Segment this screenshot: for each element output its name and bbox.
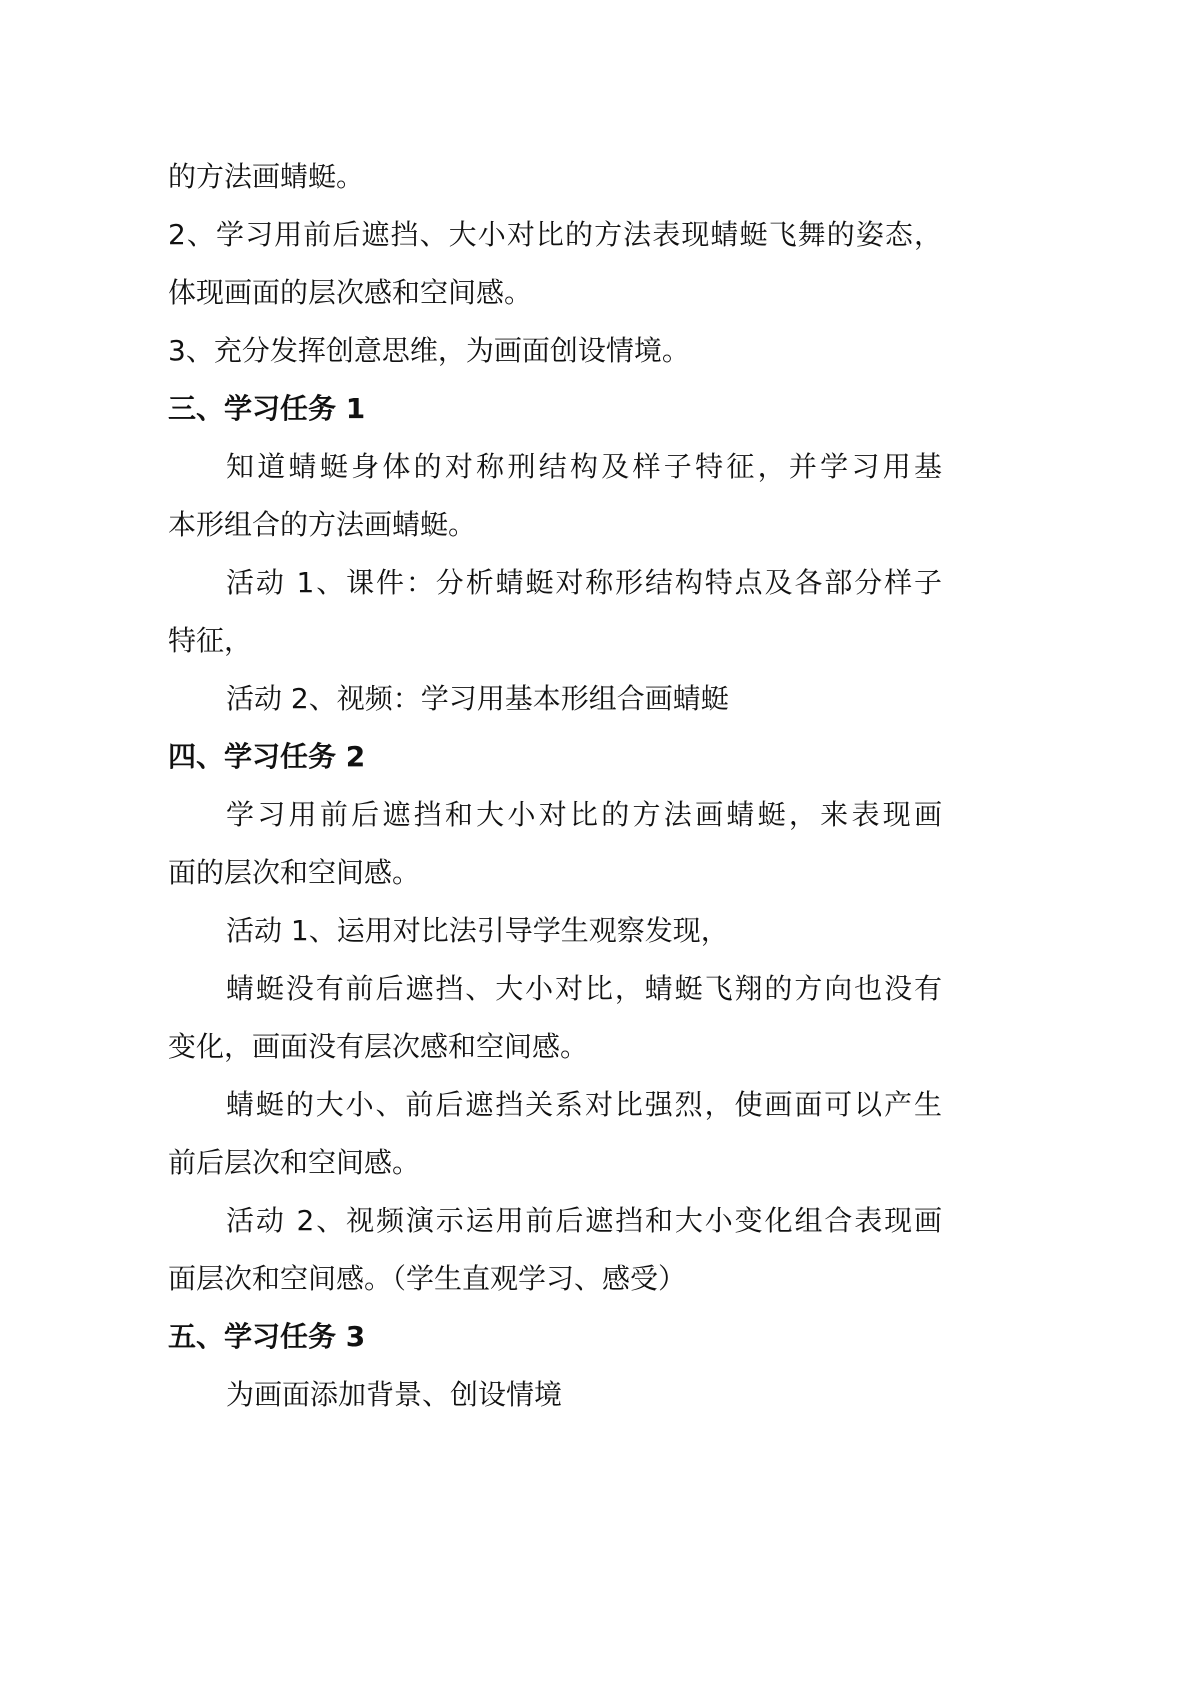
task-2-activity-2-line-1: 活动 2、视频演示运用前后遮挡和大小变化组合表现画 <box>226 1204 942 1237</box>
task-3-description-line-1: 为画面添加背景、创设情境 <box>226 1378 563 1411</box>
task-1-description-line-2: 本形组合的方法画蜻蜓。 <box>168 508 477 541</box>
section-heading-task-2: 四、学习任务 2 <box>168 740 366 773</box>
goal-2-line-1: 2、学习用前后遮挡、大小对比的方法表现蜻蜓飞舞的姿态， <box>168 218 942 251</box>
task-2-observation-2-line-2: 前后层次和空间感。 <box>168 1146 421 1179</box>
task-2-activity-1-line-1: 活动 1、运用对比法引导学生观察发现， <box>226 914 729 947</box>
task-1-activity-1-line-2: 特征， <box>168 624 253 657</box>
goal-1-tail-line: 的方法画蜻蜓。 <box>168 160 365 193</box>
task-2-description-line-1: 学习用前后遮挡和大小对比的方法画蜻蜓，来表现画 <box>226 798 942 831</box>
document-body <box>168 148 942 1424</box>
task-1-description-line-1: 知道蜻蜓身体的对称刑结构及样子特征，并学习用基 <box>226 450 942 483</box>
task-1-activity-2-line-1: 活动 2、视频：学习用基本形组合画蜻蜓 <box>226 682 729 715</box>
task-2-observation-1-line-1: 蜻蜓没有前后遮挡、大小对比，蜻蜓飞翔的方向也没有 <box>226 972 942 1005</box>
task-2-activity-2-line-2: 面层次和空间感。（学生直观学习、感受） <box>168 1262 687 1295</box>
task-2-description-line-2: 面的层次和空间感。 <box>168 856 421 889</box>
section-heading-task-1: 三、学习任务 1 <box>168 392 366 425</box>
task-1-activity-1-line-1: 活动 1、课件：分析蜻蜓对称形结构特点及各部分样子 <box>226 566 942 599</box>
task-2-observation-2-line-1: 蜻蜓的大小、前后遮挡关系对比强烈，使画面可以产生 <box>226 1088 942 1121</box>
section-heading-task-3: 五、学习任务 3 <box>168 1320 366 1353</box>
goal-3-line-1: 3、充分发挥创意思维，为画面创设情境。 <box>168 334 690 367</box>
goal-2-line-2: 体现画面的层次感和空间感。 <box>168 276 533 309</box>
task-2-observation-1-line-2: 变化，画面没有层次感和空间感。 <box>168 1030 589 1063</box>
